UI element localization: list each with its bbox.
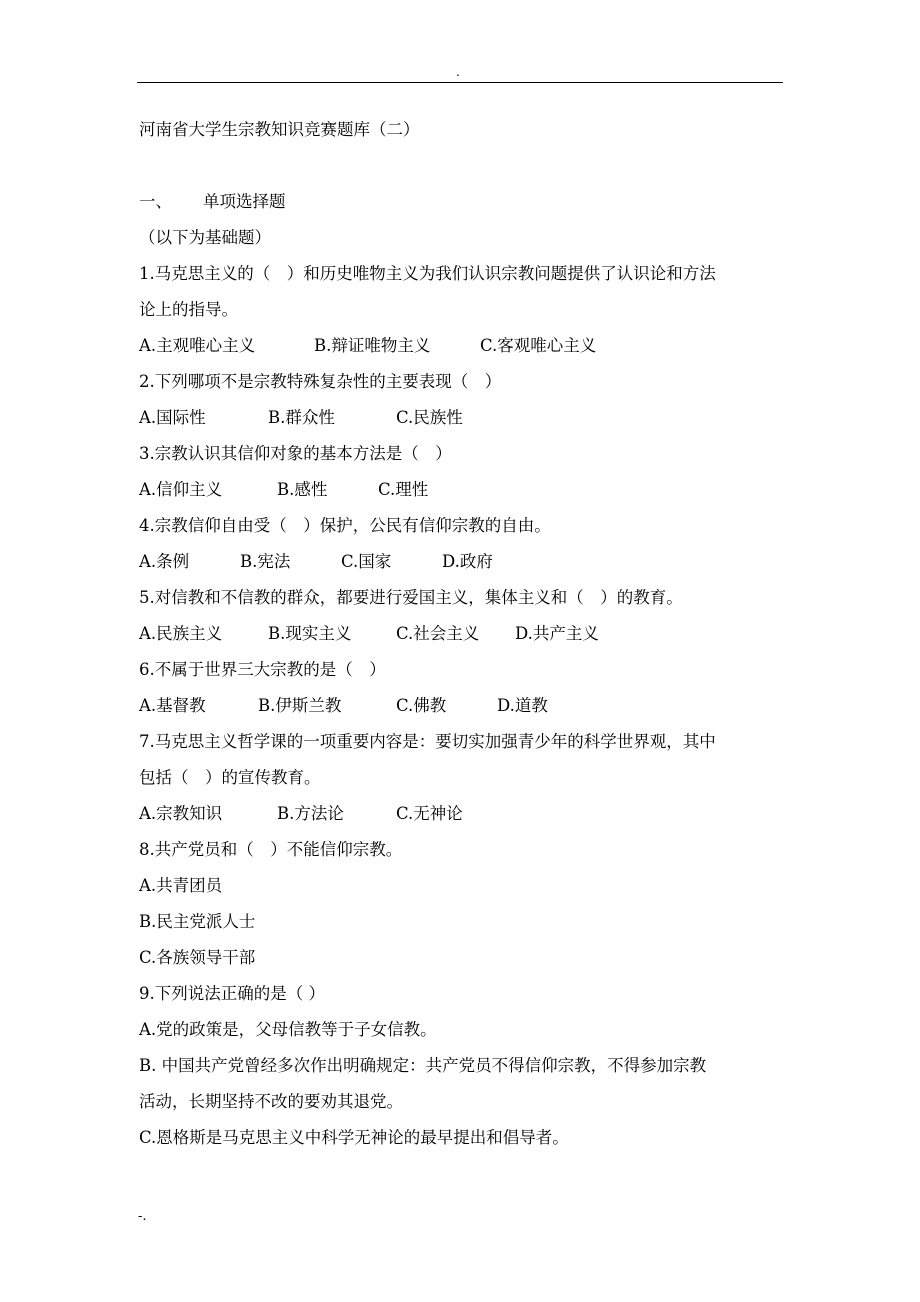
option: C.社会主义: [396, 624, 480, 643]
options-row: [139, 400, 787, 436]
option-line: B. 中国共产党曾经多次作出明确规定：共产党员不得信仰宗教，不得参加宗教: [139, 1056, 707, 1075]
options-row: [139, 472, 787, 508]
header-dot: .: [456, 65, 460, 79]
question-text: 论上的指导。: [139, 300, 238, 319]
option: B.感性: [277, 480, 328, 499]
option: C.恩格斯是马克思主义中科学无神论的最早提出和倡导者。: [139, 1128, 569, 1147]
section-number: 一、: [139, 192, 172, 211]
option: D.共产主义: [515, 624, 599, 643]
question-text: 包括（ ）的宣传教育。: [139, 768, 321, 787]
question-text: 8.共产党员和（ ）不能信仰宗教。: [139, 840, 403, 859]
option: B.辩证唯物主义: [314, 336, 431, 355]
option: B.伊斯兰教: [258, 696, 342, 715]
option: C.理性: [378, 480, 429, 499]
question-text: 3.宗教认识其信仰对象的基本方法是（ ）: [139, 444, 452, 463]
option: B.民主党派人士: [139, 912, 256, 931]
options-row: [139, 796, 787, 832]
document-body: [139, 112, 787, 1156]
options-row: [139, 328, 787, 364]
question-text: 9.下列说法正确的是（ ）: [139, 984, 325, 1003]
option: C.客观唯心主义: [480, 336, 597, 355]
header-rule: [137, 82, 783, 83]
section-label: 单项选择题: [203, 192, 286, 211]
question-text: 1.马克思主义的（ ）和历史唯物主义为我们认识宗教问题提供了认识论和方法: [139, 264, 716, 283]
option: D.道教: [497, 696, 548, 715]
option: A.基督教: [139, 696, 206, 715]
options-row: [139, 688, 787, 724]
footer-dot: -.: [138, 1209, 147, 1224]
option: D.政府: [442, 552, 493, 571]
option: B.现实主义: [268, 624, 352, 643]
document-title: 河南省大学生宗教知识竞赛题库（二）: [139, 120, 420, 139]
option: C.无神论: [396, 804, 463, 823]
option: C.佛教: [396, 696, 447, 715]
option: C.国家: [341, 552, 392, 571]
option: B.方法论: [277, 804, 344, 823]
option-line: 活动，长期坚持不改的要劝其退党。: [139, 1092, 403, 1111]
section-heading: [139, 184, 787, 220]
question-text: 6.不属于世界三大宗教的是（ ）: [139, 660, 386, 679]
option: A.党的政策是，父母信教等于子女信教。: [139, 1020, 437, 1039]
option: B.群众性: [268, 408, 335, 427]
option: C.各族领导干部: [139, 948, 256, 967]
options-row: [139, 616, 787, 652]
option: A.国际性: [139, 408, 206, 427]
option: [139, 1048, 787, 1120]
option: C.民族性: [396, 408, 463, 427]
question-text: 7.马克思主义哲学课的一项重要内容是：要切实加强青少年的科学世界观，其中: [139, 732, 716, 751]
question-text: 2.下列哪项不是宗教特殊复杂性的主要表现（ ）: [139, 372, 502, 391]
subheading: （以下为基础题）: [139, 228, 271, 247]
option: A.共青团员: [139, 876, 223, 895]
option: A.主观唯心主义: [139, 336, 256, 355]
option: B.宪法: [240, 552, 291, 571]
question-text: 5.对信教和不信教的群众，都要进行爱国主义，集体主义和（ ）的教育。: [139, 588, 683, 607]
question-text: 4.宗教信仰自由受（ ）保护，公民有信仰宗教的自由。: [139, 516, 551, 535]
options-row: [139, 544, 787, 580]
option: A.信仰主义: [139, 480, 223, 499]
option: A.民族主义: [139, 624, 223, 643]
option: A.条例: [139, 552, 190, 571]
option: A.宗教知识: [139, 804, 223, 823]
